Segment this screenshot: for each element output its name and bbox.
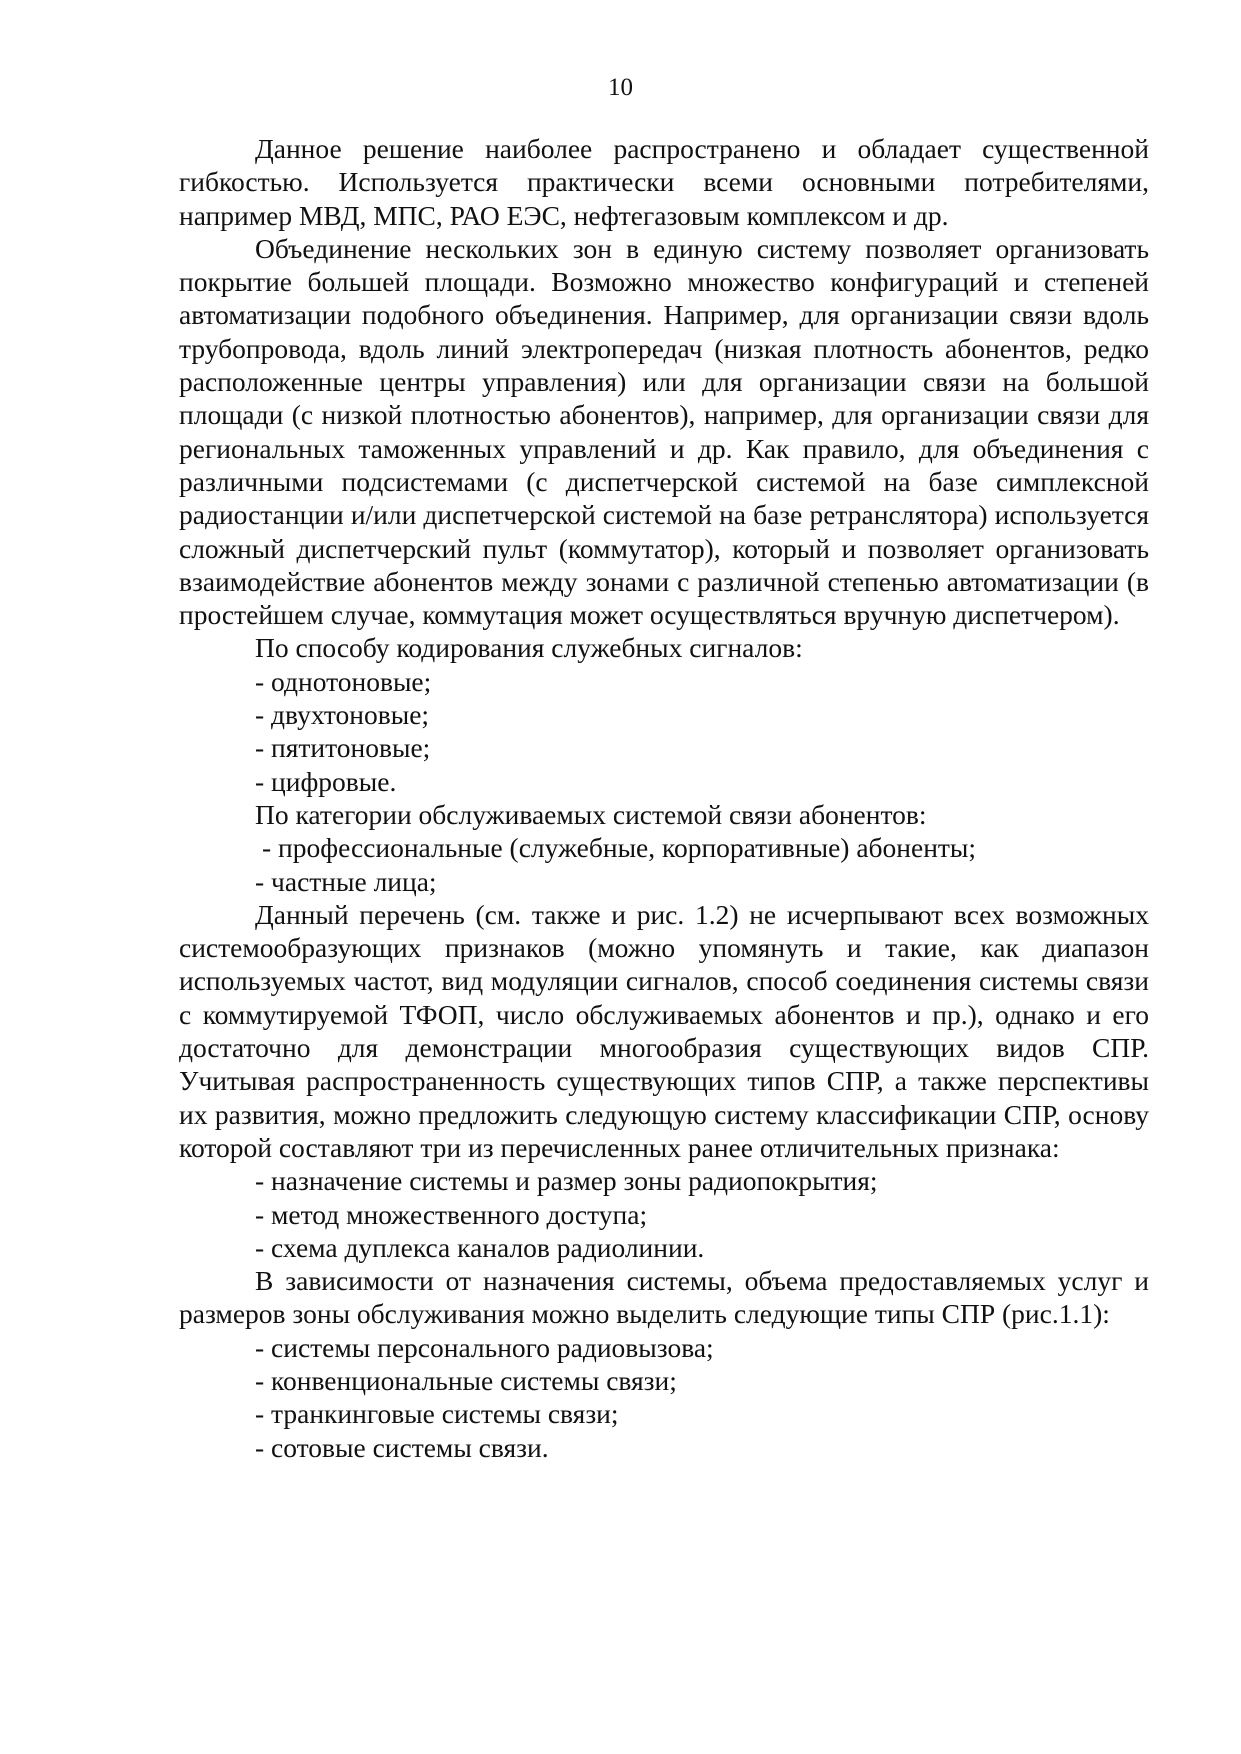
list-item: - конвенциональные системы связи; [255,1364,677,1396]
page-number: 10 [608,74,633,101]
paragraph-zone-integration: Объединение нескольких зон в единую систему позволяет организовать покрытие большей площади. Возможно множество конфигураций и степеней автоматизации подобного объединения. Например, для организации связи вдоль трубопровода, вдоль линий электропередач (низкая плотность абонентов, редко расположенные центры управления) или для организации связи на большой площади (с низкой плотностью абонентов), например, для организации связи для региональных таможенных управлений и др. Как правило, для объединения с различными подсистемами (с диспетчерской системой на базе симплексной радиостанции и/или диспетчерской системой на базе ретранслятора) используется сложный диспетчерский пульт (коммутатор), который и позволяет организовать взаимодействие абонентов между зонами с различной степенью автоматизации (в простейшем случае, коммутация может осуществляться вручную диспетчером). [179,232,1149,631]
paragraph-classification: Данный перечень (см. также и рис. 1.2) не исчерпывают всех возможных системообразующих признаков (можно упомянуть и такие, как диапазон используемых частот, вид модуляции сигналов, способ соединения системы связи с коммутируемой ТФОП, число обслуживаемых абонентов и пр.), однако и его достаточно для демонстрации многообразия существующих видов СПР. Учитывая распространенность существующих типов СПР, а также перспективы их развития, можно предложить следующую систему классификации СПР, основу которой составляют три из перечисленных ранее отличительных признака: [179,898,1149,1163]
list-item: - цифровые. [255,765,397,797]
list-item: - транкинговые системы связи; [255,1398,619,1430]
list-item: - однотоновые; [255,665,432,697]
paragraph-solution-flexibility: Данное решение наиболее распространено и обладает существенной гибкостью. Используется практически всеми основными потребителями, например МВД, МПС, РАО ЕЭС, нефтегазовым комплексом и др. [179,133,1149,231]
list-item: - пятитоновые; [255,732,431,764]
paragraph-spr-types-heading: В зависимости от назначения системы, объема предоставляемых услуг и размеров зоны обслуживания можно выделить следующие типы СПР (рис.1.1): [179,1265,1149,1330]
list-item: - системы персонального радиовызова; [255,1331,714,1363]
list-item: - профессиональные (служебные, корпоративные) абоненты; [262,832,977,864]
list-item: - схема дуплекса каналов радиолинии. [255,1231,705,1263]
list-item: - двухтоновые; [255,699,430,731]
list-item: - метод множественного доступа; [255,1198,648,1230]
paragraph-subscriber-category-heading: По категории обслуживаемых системой связи абонентов: [255,798,927,830]
list-item: - частные лица; [255,865,437,897]
list-item: - сотовые системы связи. [255,1431,549,1463]
paragraph-signal-coding-heading: По способу кодирования служебных сигналов: [255,632,803,664]
list-item: - назначение системы и размер зоны радиопокрытия; [255,1165,878,1197]
document-body [179,132,1149,1464]
